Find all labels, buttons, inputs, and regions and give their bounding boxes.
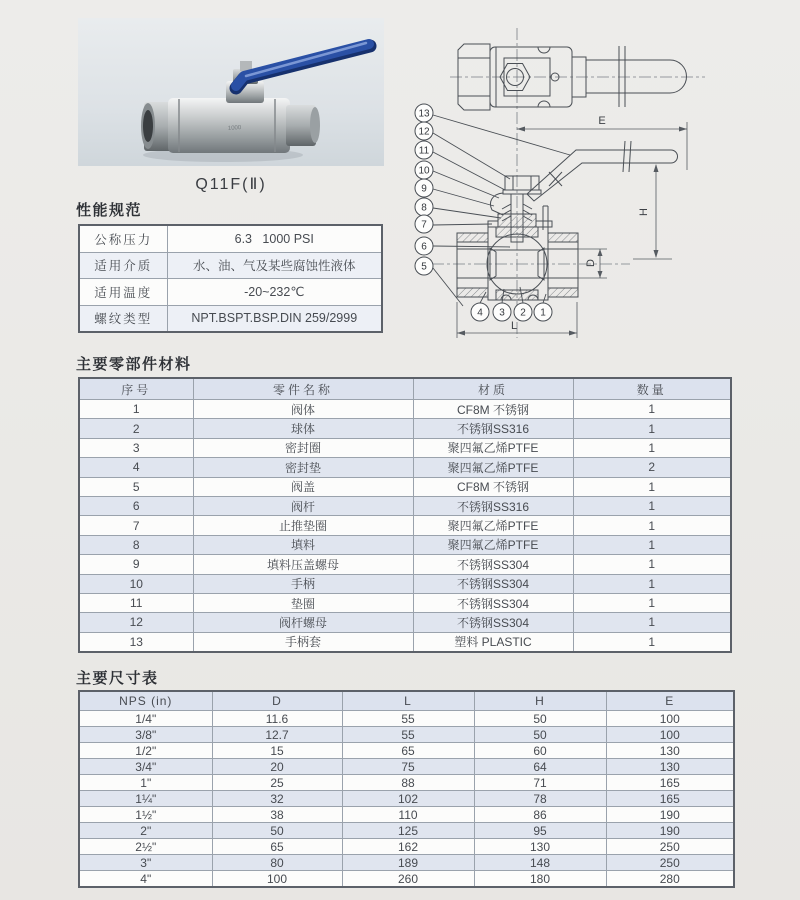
table-cell: 65 (212, 839, 342, 855)
callout-10: 10 (418, 165, 430, 177)
table-cell: 8 (79, 535, 193, 554)
table-cell: 250 (606, 839, 734, 855)
callout-11: 11 (418, 145, 430, 157)
table-cell: 2½" (79, 839, 212, 855)
table-cell: 1/2" (79, 743, 212, 759)
table-cell: 阀体 (193, 400, 413, 419)
table-row (79, 477, 731, 496)
table-cell: 1 (573, 419, 731, 438)
table-row (79, 438, 731, 457)
table-row (79, 727, 734, 743)
table-cell: 65 (342, 743, 474, 759)
bonnet-neck (498, 214, 536, 227)
callout-leaders (433, 115, 570, 306)
table-cell: 165 (606, 791, 734, 807)
table-row (79, 759, 734, 775)
table-cell: 不锈钢SS304 (413, 555, 573, 574)
lever (527, 150, 678, 201)
table-row (79, 871, 734, 888)
callout-3: 3 (499, 307, 505, 319)
table-row (79, 279, 382, 306)
table-cell: 阀杆螺母 (193, 613, 413, 632)
table-header-row (79, 691, 734, 711)
column-header: 数量 (573, 378, 731, 400)
table-cell: 95 (474, 823, 606, 839)
table-row (79, 823, 734, 839)
table-cell: 1/4" (79, 711, 212, 727)
table-cell: 1 (573, 477, 731, 496)
table-cell: 聚四氟乙烯PTFE (413, 516, 573, 535)
spec-value: 6.3 1000 PSI (167, 225, 382, 252)
table-header-row (79, 378, 731, 400)
table-cell: 130 (474, 839, 606, 855)
body-cap-right (548, 233, 578, 297)
table-cell: 13 (79, 632, 193, 652)
table-cell: 塑料 PLASTIC (413, 632, 573, 652)
table-row (79, 791, 734, 807)
table-cell: 15 (212, 743, 342, 759)
table-cell: 55 (342, 711, 474, 727)
table-row (79, 252, 382, 279)
table-cell: 2" (79, 823, 212, 839)
spec-label: 适用温度 (79, 279, 167, 306)
dimensions (457, 122, 687, 338)
table-cell: 190 (606, 807, 734, 823)
table-cell: 2 (573, 458, 731, 477)
table-cell: 1 (573, 593, 731, 612)
table-cell: 86 (474, 807, 606, 823)
table-row (79, 458, 731, 477)
technical-drawing (400, 0, 800, 345)
table-cell: 9 (79, 555, 193, 574)
callout-8: 8 (421, 202, 427, 214)
column-header: H (474, 691, 606, 711)
specs-section-title: 性能规范 (76, 202, 143, 219)
table-cell: 1 (573, 516, 731, 535)
spec-label: 螺纹类型 (79, 305, 167, 332)
dim-label-L: L (510, 320, 518, 332)
table-cell: 190 (606, 823, 734, 839)
table-cell: 密封圈 (193, 438, 413, 457)
table-cell: 130 (606, 743, 734, 759)
table-cell: 1 (573, 555, 731, 574)
table-cell: 100 (606, 727, 734, 743)
callout-7: 7 (421, 219, 427, 231)
table-row (79, 855, 734, 871)
table-cell: 止推垫圈 (193, 516, 413, 535)
table-cell: 填料压盖螺母 (193, 555, 413, 574)
table-cell: 189 (342, 855, 474, 871)
table-row (79, 555, 731, 574)
table-row (79, 743, 734, 759)
table-cell: 280 (606, 871, 734, 888)
table-cell: 不锈钢SS316 (413, 419, 573, 438)
table-cell: 6 (79, 496, 193, 515)
product-photo (78, 18, 384, 166)
table-cell: 3/8" (79, 727, 212, 743)
table-cell: 75 (342, 759, 474, 775)
table-cell: 填料 (193, 535, 413, 554)
parts-table (78, 377, 732, 653)
table-cell: 4" (79, 871, 212, 888)
table-cell: 260 (342, 871, 474, 888)
spec-label: 适用介质 (79, 252, 167, 279)
table-cell: 不锈钢SS304 (413, 593, 573, 612)
table-cell: 1 (573, 496, 731, 515)
table-cell: 聚四氟乙烯PTFE (413, 458, 573, 477)
callout-9: 9 (421, 183, 427, 195)
table-row (79, 593, 731, 612)
spec-value: NPT.BSPT.BSP.DIN 259/2999 (167, 305, 382, 332)
table-row (79, 632, 731, 652)
table-cell: 125 (342, 823, 474, 839)
table-cell: 7 (79, 516, 193, 535)
table-cell: 垫圈 (193, 593, 413, 612)
callout-12: 12 (418, 126, 430, 138)
table-cell: 1¼" (79, 791, 212, 807)
dims-section-title: 主要尺寸表 (76, 670, 159, 687)
product-model-caption: Q11F(Ⅱ) (195, 176, 267, 193)
table-cell: 11.6 (212, 711, 342, 727)
table-cell: 110 (342, 807, 474, 823)
table-cell: 阀杆 (193, 496, 413, 515)
table-cell: 不锈钢SS304 (413, 574, 573, 593)
body-center (488, 227, 548, 300)
table-row (79, 807, 734, 823)
table-cell: 2 (79, 419, 193, 438)
table-cell: 32 (212, 791, 342, 807)
table-cell: 11 (79, 593, 193, 612)
table-cell: 165 (606, 775, 734, 791)
body-cap-left (457, 233, 488, 297)
table-cell: 球体 (193, 419, 413, 438)
table-row (79, 516, 731, 535)
table-row (79, 496, 731, 515)
table-cell: 102 (342, 791, 474, 807)
column-header: 零件名称 (193, 378, 413, 400)
dim-label-D: D (585, 259, 597, 267)
dim-label-E: E (598, 115, 606, 127)
table-cell: 10 (79, 574, 193, 593)
column-header: NPS (in) (79, 691, 212, 711)
table-cell: 80 (212, 855, 342, 871)
callout-6: 6 (421, 241, 427, 253)
callout-1: 1 (540, 307, 546, 319)
table-row (79, 711, 734, 727)
table-cell: 5 (79, 477, 193, 496)
table-cell: 20 (212, 759, 342, 775)
column-header: E (606, 691, 734, 711)
spec-value: 水、油、气及某些腐蚀性液体 (167, 252, 382, 279)
table-row (79, 225, 382, 252)
table-cell: 12.7 (212, 727, 342, 743)
table-cell: 1 (79, 400, 193, 419)
table-cell: 1 (573, 535, 731, 554)
table-cell: 50 (474, 727, 606, 743)
table-cell: 1½" (79, 807, 212, 823)
table-cell: 阀盖 (193, 477, 413, 496)
spec-value: -20~232℃ (167, 279, 382, 306)
table-cell: 130 (606, 759, 734, 775)
table-cell: 不锈钢SS304 (413, 613, 573, 632)
table-cell: 100 (606, 711, 734, 727)
table-cell: 71 (474, 775, 606, 791)
table-cell: 1 (573, 438, 731, 457)
column-header: 材质 (413, 378, 573, 400)
table-row (79, 419, 731, 438)
table-row (79, 574, 731, 593)
table-cell: 密封垫 (193, 458, 413, 477)
spec-label: 公称压力 (79, 225, 167, 252)
table-cell: 78 (474, 791, 606, 807)
section-view (457, 141, 678, 300)
table-cell: 12 (79, 613, 193, 632)
table-cell: 50 (212, 823, 342, 839)
table-row (79, 400, 731, 419)
table-cell: CF8M 不锈钢 (413, 477, 573, 496)
table-cell: 手柄 (193, 574, 413, 593)
table-row (79, 613, 731, 632)
table-cell: 148 (474, 855, 606, 871)
dim-label-H: H (638, 208, 650, 216)
table-cell: 60 (474, 743, 606, 759)
callout-13: 13 (418, 108, 430, 120)
column-header: L (342, 691, 474, 711)
specs-table (78, 224, 383, 333)
table-cell: 100 (212, 871, 342, 888)
table-cell: 1 (573, 574, 731, 593)
table-cell: 3/4" (79, 759, 212, 775)
callout-4: 4 (477, 307, 483, 319)
table-cell: 1 (573, 400, 731, 419)
handle-bracket (490, 193, 503, 215)
table-cell: 180 (474, 871, 606, 888)
table-cell: 25 (212, 775, 342, 791)
table-row (79, 839, 734, 855)
column-header: 序号 (79, 378, 193, 400)
callout-5: 5 (421, 261, 427, 273)
table-cell: 1 (573, 613, 731, 632)
table-cell: 聚四氟乙烯PTFE (413, 535, 573, 554)
table-cell: 250 (606, 855, 734, 871)
table-cell: 38 (212, 807, 342, 823)
callout-2: 2 (520, 307, 526, 319)
table-cell: 3 (79, 438, 193, 457)
svg-text:1000: 1000 (227, 125, 242, 132)
table-cell: 聚四氟乙烯PTFE (413, 438, 573, 457)
column-header: D (212, 691, 342, 711)
table-cell: 1 (573, 632, 731, 652)
table-row (79, 305, 382, 332)
table-row (79, 775, 734, 791)
table-cell: 不锈钢SS316 (413, 496, 573, 515)
table-cell: 88 (342, 775, 474, 791)
table-cell: 162 (342, 839, 474, 855)
dims-table (78, 690, 735, 888)
table-cell: CF8M 不锈钢 (413, 400, 573, 419)
table-cell: 手柄套 (193, 632, 413, 652)
table-cell: 1" (79, 775, 212, 791)
table-cell: 4 (79, 458, 193, 477)
parts-section-title: 主要零部件材料 (76, 356, 192, 373)
table-cell: 64 (474, 759, 606, 775)
table-cell: 50 (474, 711, 606, 727)
table-cell: 55 (342, 727, 474, 743)
table-row (79, 535, 731, 554)
table-cell: 3" (79, 855, 212, 871)
